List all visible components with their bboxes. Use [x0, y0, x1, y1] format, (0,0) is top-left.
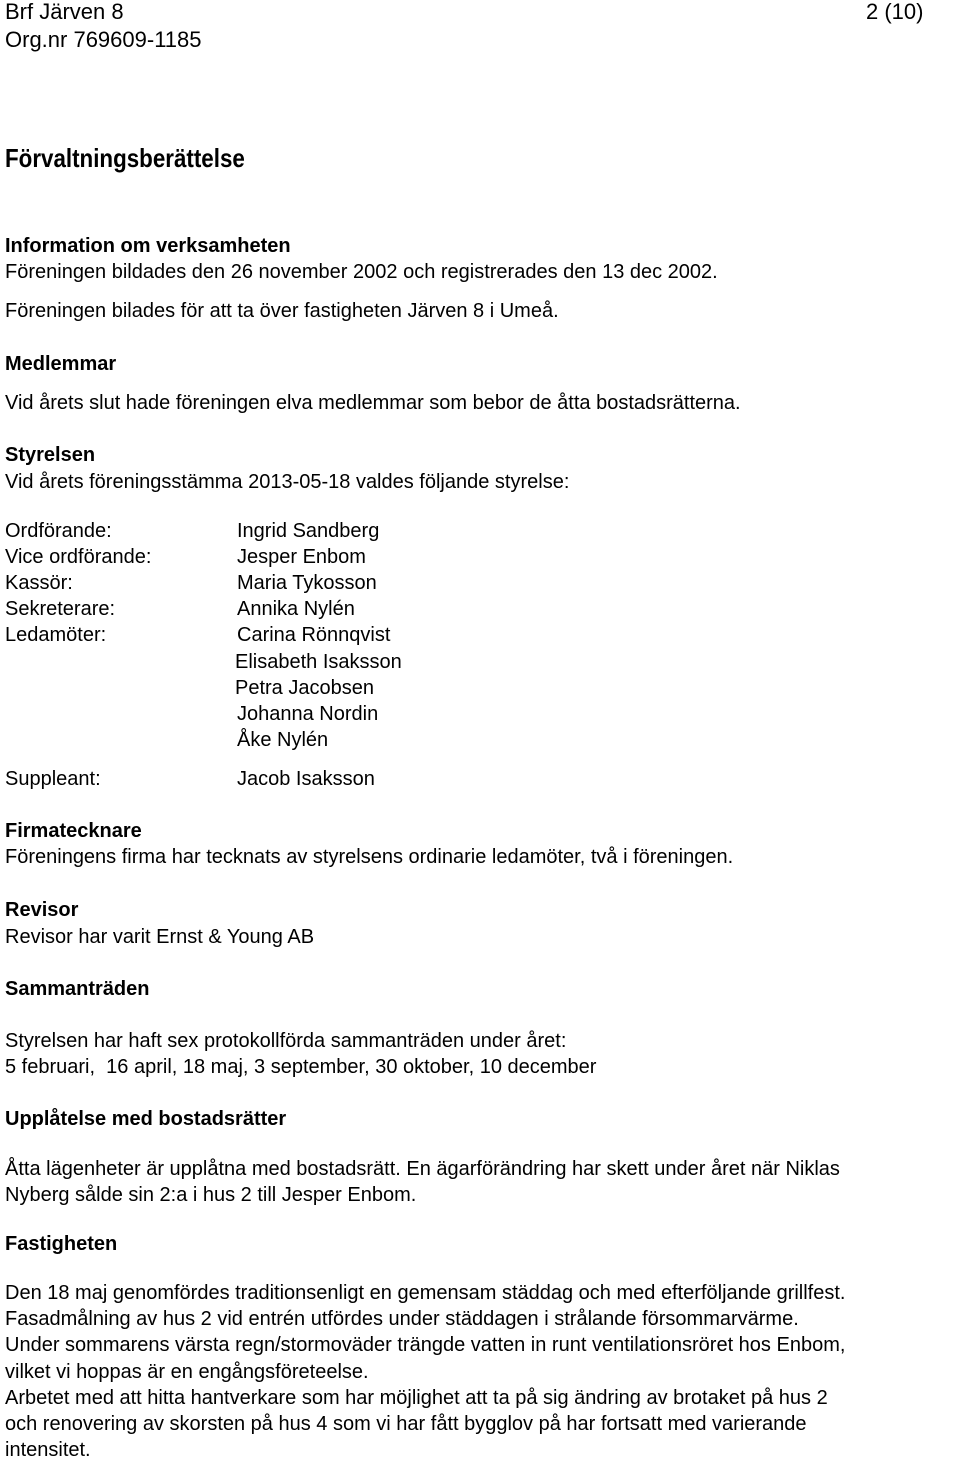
role-label: Sekreterare:	[5, 598, 116, 620]
fastigheten-paragraph	[5, 1280, 955, 1463]
board-member-name: Carina Rönnqvist	[237, 624, 391, 646]
role-label: Ordförande:	[5, 520, 112, 542]
fastigheten-line: Arbetet med att hitta hantverkare som har möjlighet att ta på sig ändring av brotaket på hus 2	[5, 1386, 828, 1409]
role-label: Ledamöter:	[5, 624, 107, 646]
suppleant-name: Jacob Isaksson	[237, 768, 375, 790]
section-heading-verksamhet: Information om verksamheten	[5, 235, 291, 257]
role-label: Vice ordförande:	[5, 546, 152, 568]
fastigheten-line: Fasadmålning av hus 2 vid entrén utfördes under städdagen i strålande försommarvärme.	[5, 1308, 799, 1331]
upplatelse-paragraph	[5, 1156, 955, 1208]
board-member-name: Annika Nylén	[237, 598, 355, 620]
verksamhet-line: Föreningen bildades den 26 november 2002 och registrerades den 13 dec 2002.	[5, 261, 718, 283]
header-page-number: 2 (10)	[866, 0, 924, 24]
section-heading-medlemmar: Medlemmar	[5, 353, 117, 375]
board-member-name: Åke Nylén	[237, 729, 329, 751]
header-org-nr: Org.nr 769609-1185	[5, 27, 202, 52]
board-member-name: Johanna Nordin	[237, 703, 379, 725]
header-org-name: Brf Järven 8	[5, 0, 124, 24]
role-label: Kassör:	[5, 572, 73, 594]
sammantraden-line: Styrelsen har haft sex protokollförda sammanträden under året:	[5, 1030, 567, 1052]
page-title: Förvaltningsberättelse	[5, 143, 245, 173]
fastigheten-line: vilket vi hoppas är en engångsföreteelse.	[5, 1360, 369, 1383]
sammantraden-dates: 5 februari, 16 april, 18 maj, 3 september, 30 oktober, 10 december	[5, 1056, 597, 1078]
board-member-name: Elisabeth Isaksson	[235, 651, 402, 673]
fastigheten-line: intensitet.	[5, 1439, 91, 1462]
suppleant-label: Suppleant:	[5, 768, 101, 790]
styrelsen-intro: Vid årets föreningsstämma 2013-05-18 valdes följande styrelse:	[5, 471, 570, 493]
section-heading-styrelsen: Styrelsen	[5, 444, 96, 466]
fastigheten-line: Den 18 maj genomfördes traditionsenligt en gemensam städdag och med efterföljande grillfest.	[5, 1282, 846, 1304]
board-member-name: Ingrid Sandberg	[237, 520, 380, 542]
revisor-text: Revisor har varit Ernst & Young AB	[5, 926, 315, 948]
section-heading-revisor: Revisor	[5, 899, 79, 921]
section-heading-sammantraden: Sammanträden	[5, 978, 150, 1000]
fastigheten-line: och renovering av skorsten på hus 4 som vi har fått bygglov på har fortsatt med varierande	[5, 1413, 807, 1436]
board-member-name: Maria Tykosson	[237, 572, 377, 594]
board-member-name: Petra Jacobsen	[235, 677, 374, 699]
section-heading-fastigheten: Fastigheten	[5, 1233, 118, 1255]
verksamhet-line: Föreningen bilades för att ta över fastigheten Järven 8 i Umeå.	[5, 300, 559, 322]
medlemmar-text: Vid årets slut hade föreningen elva medlemmar som bebor de åtta bostadsrätterna.	[5, 392, 741, 414]
section-heading-firmatecknare: Firmatecknare	[5, 820, 142, 842]
upplatelse-line: Nyberg sålde sin 2:a i hus 2 till Jesper Enbom.	[5, 1184, 417, 1207]
section-heading-upplatelse: Upplåtelse med bostadsrätter	[5, 1108, 287, 1130]
board-member-name: Jesper Enbom	[237, 546, 366, 568]
firmatecknare-text: Föreningens firma har tecknats av styrelsens ordinarie ledamöter, två i föreningen.	[5, 846, 734, 868]
upplatelse-line: Åtta lägenheter är upplåtna med bostadsrätt. En ägarförändring har skett under året när Niklas	[5, 1158, 840, 1180]
fastigheten-line: Under sommarens värsta regn/stormoväder trängde vatten in runt ventilationsröret hos Enbom,	[5, 1334, 846, 1357]
